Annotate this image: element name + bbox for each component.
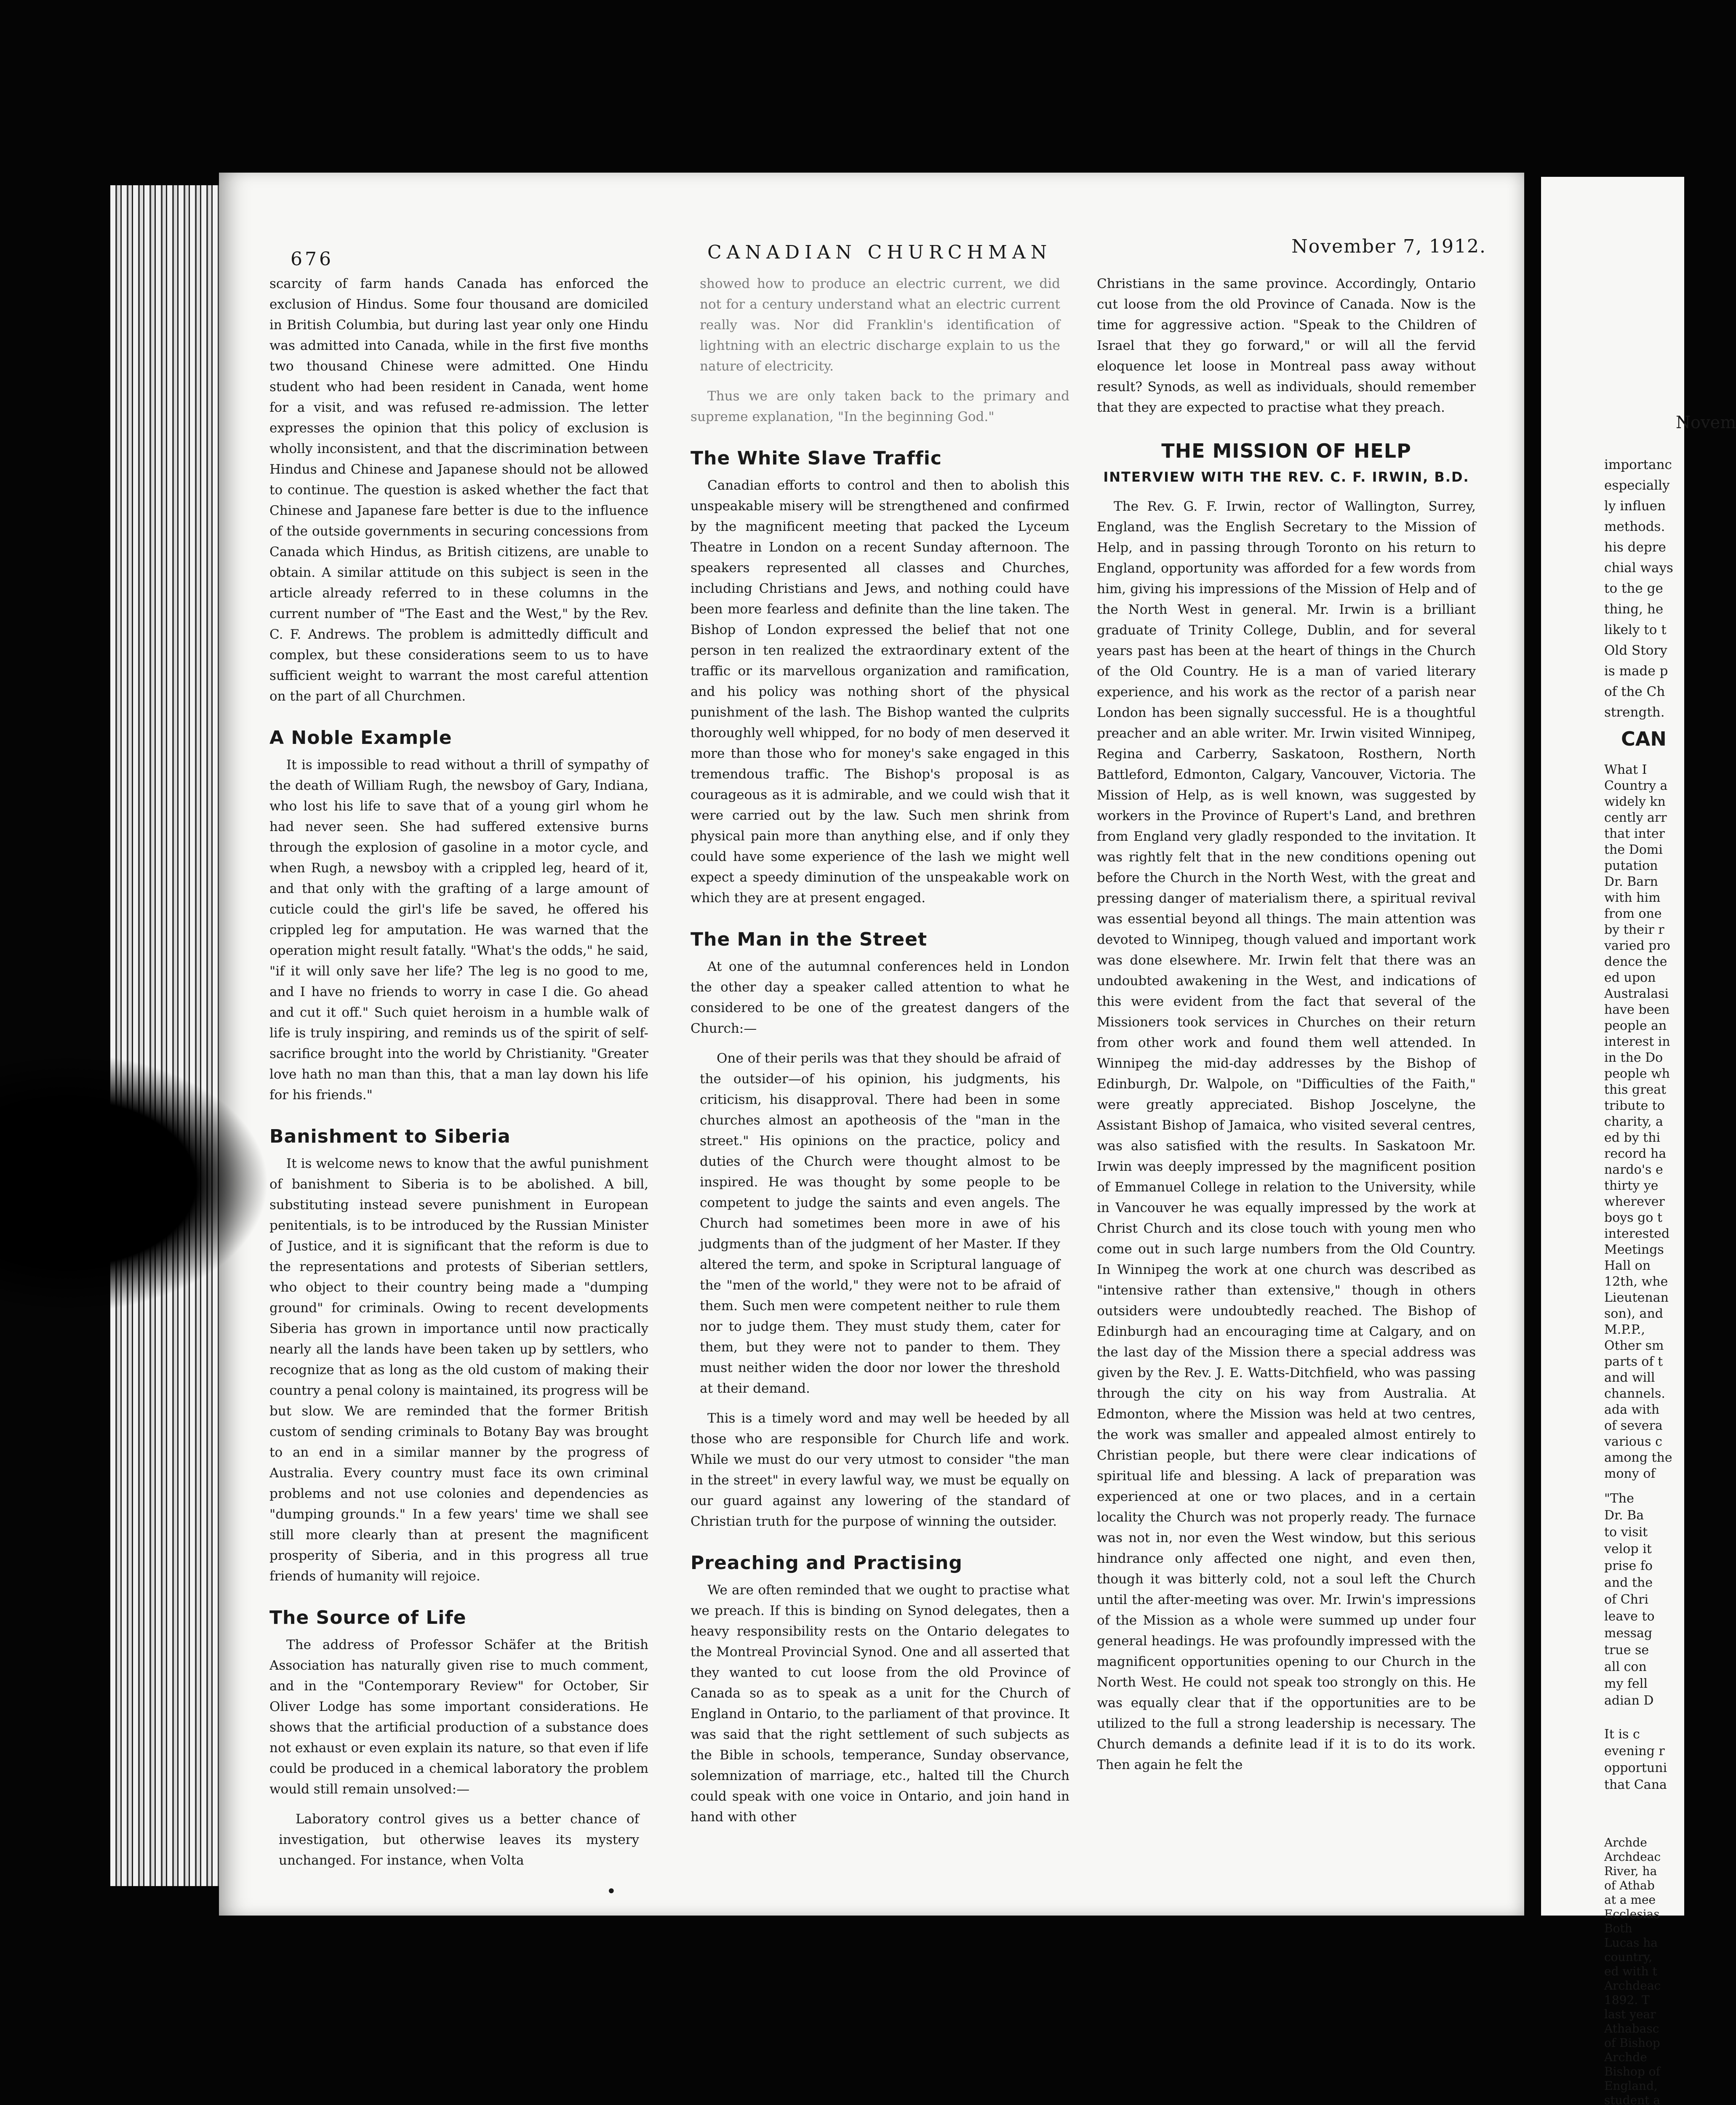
right-page-line: of Athab — [1604, 1879, 1655, 1892]
right-page-line: "The — [1604, 1491, 1634, 1506]
right-page-line: true se — [1604, 1643, 1649, 1657]
column-2 — [691, 274, 1069, 1828]
right-page-text — [1604, 413, 1736, 2105]
right-page-line: and the — [1604, 1575, 1653, 1590]
siberia-paragraph: It is welcome news to know that the awful punishment of banishment to Siberia is to be abolished. A bill, substituting instead severe punishment in European penitentials, is to be introduced by the Russian Minister of Justice, and it is significant that the reform is due to the representations and protests of Siberian settlers, who object to their country being made a "dumping ground" for criminals. Owing to recent developments Siberia has grown in importance until now practically nearly all the lands have been taken up by settlers, who recognize that as long as the old custom of making their country a penal colony is maintained, its progress will be but slow. We are reminded that the former British custom of sending criminals to Botany Bay was brought to an end in a similar manner by the progress of Australia. Every country must face its own criminal problems and not use colonies and dependencies as "dumping grounds." In a few years' time we shall see still more clearly than at present the magnificent prosperity of Siberia, and in this progress all true friends of humanity will rejoice. — [269, 1156, 648, 1584]
issue-date: November 7, 1912. — [1291, 236, 1486, 257]
right-page-line: all con — [1604, 1660, 1647, 1674]
right-page-line: Both — [1604, 1921, 1632, 1935]
right-page-heading: CAN — [1621, 727, 1667, 750]
right-page-header: Novem — [1676, 413, 1736, 432]
right-page-line: Meetings — [1604, 1242, 1664, 1257]
right-page-line: have been — [1604, 1002, 1670, 1017]
right-page-line: country, — [1604, 1950, 1653, 1964]
right-page-line: Ecclesias — [1604, 1907, 1660, 1921]
right-page-line: River, ha — [1604, 1864, 1657, 1878]
heading-preaching-practising: Preaching and Practising — [691, 1552, 963, 1574]
right-page-line: his depre — [1604, 540, 1666, 555]
right-page-line: nardo's e — [1604, 1162, 1663, 1177]
right-page-lines-d — [1604, 1726, 1667, 1793]
preaching-continued: Christians in the same province. Accordingly, Ontario cut loose from the old Province of Canada. Now is the time for aggressive action. "Speak to the Children of Israel that they go forward," or will all the fervid eloquence let loose in Montreal pass away without result? Synods, as well as individuals, should remember that they are expected to practise what they preach. — [1097, 276, 1476, 415]
heading-source-of-life: The Source of Life — [269, 1607, 467, 1628]
right-page-line: England, — [1604, 2079, 1658, 2093]
right-page-line: Old Story — [1604, 643, 1667, 658]
lodge-quote-continued: showed how to produce an electric current, we did not for a century understand what an electric current really was. Nor did Franklin's identification of lightning with an electric discharge explain to us the nature of electricity. — [700, 276, 1060, 374]
right-page-line: widely kn — [1604, 794, 1666, 809]
book-page-edges — [110, 185, 237, 1886]
right-page-line: Hall on — [1604, 1258, 1651, 1273]
man-in-street-paragraph: At one of the autumnal conferences held in London the other day a speaker called attention to what he considered to be one of the greatest dangers of the Church:— — [691, 959, 1069, 1036]
right-page-line: of Bishop — [1604, 2036, 1660, 2050]
right-page-line: Athabasc — [1604, 2022, 1659, 2036]
right-page-line: Dr. Ba — [1604, 1508, 1644, 1523]
man-in-street-quote: One of their perils was that they should be afraid of the outsider—of his opinion, his judgments, his criticism, his disapproval. There had been in some churches almost an apotheosis of the "man in the street." His opinions on the practice, policy and duties of the Church were thought almost to be inspired. He was thought by some people to be competent to judge the saints and even angels. The Church had sometimes been more in awe of his judgments than of the judgment of her Master. If they altered the term, and spoke in Scriptural language of the "men of the world," they were not to be afraid of them. Such men were competent neither to rule them nor to judge them. They must study them, cater for them, but they were not to pander to them. They must neither widen the door nor lower the threshold at their demand. — [700, 1051, 1060, 1396]
right-page-line: the Domi — [1604, 842, 1663, 857]
right-page-lines-e — [1604, 1836, 1661, 2105]
hindu-exclusion-paragraph: scarcity of farm hands Canada has enforced the exclusion of Hindus. Some four thousand are domiciled in British Columbia, but during last year only one Hindu was admitted into Canada, while in the first five months two thousand Chinese were admitted. One Hindu student who had been resident in Canada, went home for a visit, and was refused re-admission. The letter expresses the opinion that this policy of exclusion is wholly inconsistent, and that the discrimination between Hindus and Chinese and Japanese should not be allowed to continue. The question is asked whether the fact that Chinese and Japanese fare better is due to the influence of the outside governments in securing concessions from Canada which Hindus, as British citizens, are unable to obtain. A similar attitude on this subject is seen in the article already referred to in these columns in the current number of "The East and the West," by the Rev. C. F. Andrews. The problem is admittedly difficult and complex, but these considerations seem to us to have sufficient weight to warrant the most careful attention on the part of all Churchmen. — [269, 276, 648, 704]
right-page-line: ada with — [1604, 1402, 1660, 1417]
right-page-line: tribute to — [1604, 1098, 1665, 1113]
right-page-line: M.P.P., — [1604, 1322, 1649, 1337]
right-page-line: methods. — [1604, 519, 1665, 534]
right-page-line: ed by thi — [1604, 1130, 1661, 1145]
right-page-line: interest in — [1604, 1034, 1670, 1049]
right-page-line: 1892. T — [1604, 1993, 1650, 2007]
right-page-lines-a — [1604, 455, 1673, 723]
right-page-line: What I — [1604, 762, 1647, 777]
heading-white-slave-traffic: The White Slave Traffic — [691, 448, 942, 469]
page-number: 676 — [291, 248, 333, 270]
right-page-line: of the Ch — [1604, 684, 1665, 699]
right-page-line: parts of t — [1604, 1354, 1663, 1369]
right-page-line: interested — [1604, 1226, 1670, 1241]
right-page-line: chial ways — [1604, 560, 1673, 576]
right-page-line: and will — [1604, 1370, 1655, 1385]
column-1 — [269, 274, 648, 1871]
right-page-line: wherever — [1604, 1194, 1665, 1209]
footer-mark: • — [606, 1882, 616, 1901]
right-page-line: Archdeac — [1604, 1850, 1661, 1864]
right-page-line: Archde — [1604, 1836, 1647, 1849]
right-page-line: leave to — [1604, 1609, 1655, 1624]
right-page-line: ed upon — [1604, 970, 1656, 985]
right-page-line: channels. — [1604, 1386, 1665, 1401]
right-page-line: last year — [1604, 2007, 1656, 2021]
right-page-line: adian D — [1604, 1693, 1654, 1708]
right-page-line: thing, he — [1604, 602, 1664, 617]
right-page-line: evening r — [1604, 1744, 1665, 1759]
right-page-line: people wh — [1604, 1066, 1670, 1081]
right-page-line: Archdeac — [1604, 1979, 1661, 1993]
right-page-line: Country a — [1604, 778, 1668, 793]
right-page-line: this great — [1604, 1082, 1667, 1097]
right-page-line: strength. — [1604, 705, 1665, 720]
right-page-line: my fell — [1604, 1676, 1648, 1691]
right-page-line: charity, a — [1604, 1114, 1663, 1129]
right-page-line: prise fo — [1604, 1559, 1653, 1573]
right-page-line: importanc — [1604, 457, 1672, 472]
right-page-line: especially — [1604, 478, 1670, 493]
right-page-line: ed with t — [1604, 1964, 1657, 1978]
right-page-line: likely to t — [1604, 622, 1667, 637]
right-page-line: mony of — [1604, 1466, 1656, 1481]
heading-mission-of-help: THE MISSION OF HELP — [1161, 440, 1411, 462]
heading-noble-example: A Noble Example — [269, 727, 452, 749]
right-page-line: velop it — [1604, 1542, 1652, 1556]
right-page-line: from one — [1604, 906, 1662, 921]
heading-man-in-street: The Man in the Street — [691, 929, 927, 950]
right-page-line: by their r — [1604, 922, 1664, 937]
right-page-line: Lucas ha — [1604, 1936, 1658, 1950]
page-header — [269, 236, 1499, 269]
noble-example-paragraph: It is impossible to read without a thrill of sympathy of the death of William Rugh, the newsboy of Gary, Indiana, who lost his life to save that of a young girl whom he had never seen. She had suffered extensive burns through the explosion of gasoline in a motor cycle, and when Rugh, a newsboy with a crippled leg, heard of it, and that only with the grafting of a large amount of cuticle could the girl's life be saved, he offered his crippled leg for amputation. He was warned that the operation might result fatally. "What's the odds," he said, "if it will only save her life? The leg is no good to me, and I have no friends to worry in case I die. Go ahead and cut it off." Such quiet heroism in a humble walk of life is truly inspiring, and reminds us of the spirit of self-sacrifice brought into the world by Christianity. "Greater love hath no man than this, that a man lay down his life for his friends." — [269, 757, 648, 1103]
right-page-line: putation — [1604, 858, 1662, 873]
right-page-line: Archde — [1604, 2050, 1647, 2064]
right-page-line: Dr. Barn — [1604, 874, 1658, 889]
right-page-line: opportuni — [1604, 1761, 1667, 1775]
masthead: CANADIAN CHURCHMAN — [707, 242, 1052, 263]
right-page-line: Australasi — [1604, 986, 1669, 1001]
right-page-line: ly influen — [1604, 498, 1666, 514]
beginning-god-paragraph: Thus we are only taken back to the primary and supreme explanation, "In the beginning God." — [691, 389, 1069, 424]
right-page-fragment — [1541, 177, 1736, 2105]
right-page-line: record ha — [1604, 1146, 1667, 1161]
heading-banishment-siberia: Banishment to Siberia — [269, 1126, 511, 1147]
thumb-shadow — [0, 1052, 269, 1314]
right-page-line: in the Do — [1604, 1050, 1663, 1065]
right-page-line: among the — [1604, 1450, 1672, 1465]
source-of-life-paragraph: The address of Professor Schäfer at the British Association has naturally given rise to much comment, and in the "Contemporary Review" for October, Sir Oliver Lodge has some important considerations. He shows that the artificial production of a substance does not exhaust or even explain its nature, so that even if life could be produced in a chemical laboratory the problem would still remain unsolved:— — [269, 1637, 648, 1797]
right-page-line: It is c — [1604, 1727, 1640, 1742]
right-page-line: to visit — [1604, 1525, 1648, 1540]
right-page-line: dence the — [1604, 954, 1667, 969]
right-page-line: student a — [1604, 2093, 1661, 2105]
right-page-line: at a mee — [1604, 1893, 1656, 1907]
right-page-line: with him — [1604, 890, 1661, 905]
right-page-line: that inter — [1604, 826, 1665, 841]
preaching-paragraph: We are often reminded that we ought to practise what we preach. If this is binding on Synod delegates, then a heavy responsibility rests on the Ontario delegates to the Montreal Provincial Synod. One and all asserted that they wanted to cut loose from the old Province of Canada so as to speak as a unit for the Church of England in Ontario, to the parliament of that province. It was said that the right settlement of such subjects as the Bible in schools, temperance, Sunday observance, solemnization of marriage, etc., halted till the Church could speak with one voice in Ontario, and join hand in hand with other — [691, 1583, 1069, 1825]
right-page-line: 12th, whe — [1604, 1274, 1668, 1289]
man-in-street-comment: This is a timely word and may well be heeded by all those who are responsible for Church life and work. While we must do our very utmost to consider "the man in the street" in every lawful way, we must be equally on our guard against any lowering of the standard of Christian truth for the purpose of winning the outsider. — [691, 1411, 1069, 1529]
right-page-line: messag — [1604, 1626, 1653, 1641]
right-page-line: people an — [1604, 1018, 1667, 1033]
right-page-line: that Cana — [1604, 1777, 1667, 1792]
right-page-line: Other sm — [1604, 1338, 1664, 1353]
interview-subhead: INTERVIEW WITH THE REV. C. F. IRWIN, B.D. — [1103, 469, 1469, 485]
white-slave-paragraph: Canadian efforts to control and then to abolish this unspeakable misery will be strengthened and confirmed by the magnificent meeting that packed the Lyceum Theatre in London on a recent Sunday afternoon. The speakers represented all classes and Churches, including Christians and Jews, and nothing could have been more fearless and definite than the line taken. The Bishop of London expressed the belief that not one person in ten realized the extraordinary extent of the traffic or its marvellous organization and ramification, and his policy was nothing short of the physical punishment of the lash. The Bishop wanted the culprits thoroughly well whipped, for no body of men deserved it more than those who for money's sake engaged in this tremendous traffic. The Bishop's proposal is as courageous as it is admirable, and we could wish that it were carried out by the law. Such men shrink from physical pain more than anything else, and if only they could have some experience of the lash we might well expect a speedy diminution of the unspeakable work on which they are at present engaged. — [691, 478, 1069, 906]
right-page-line: to the ge — [1604, 581, 1663, 596]
right-page-line: is made p — [1604, 663, 1668, 679]
mission-paragraph: The Rev. G. F. Irwin, rector of Wallington, Surrey, England, was the English Secretary to the Mission of Help, and in passing through Toronto on his return to England, opportunity was afforded for a few words from him, giving his impressions of the Mission of Help and of the North West in general. Mr. Irwin is a brilliant graduate of Trinity College, Dublin, and for several years past has been at the heart of things in the Church of the Old Country. He is a man of varied literary experience, and his work as the rector of a parish near London has been signally successful. He is a thoughtful preacher and an able writer. Mr. Irwin visited Winnipeg, Regina and Carberry, Saskatoon, Rosthern, North Battleford, Edmonton, Calgary, Vancouver, Victoria. The Mission of Help, as is well known, was suggested by workers in the Province of Rupert's Land, and brethren from England very gladly responded to the invitation. It was rightly felt that in the new conditions opening out before the Church in the North West, with the great and pressing danger of materialism there, a spiritual revival was essential beyond all things. The main attention was devoted to Winnipeg, though valued and important work was done elsewhere. Mr. Irwin felt that there was an undoubted awakening in the West, and indications of this were evident from the fact that several of the Missioners took services in Churches on their return from other work and found them well attended. In Winnipeg the mid-day addresses by the Bishop of Edinburgh, Dr. Walpole, on "Difficulties of the Faith," were greatly appreciated. Bishop Joscelyne, the Assistant Bishop of Jamaica, who visited several centres, was also satisfied with the results. In Saskatoon Mr. Irwin was deeply impressed by the magnificent position of Emmanuel College in relation to the University, while in Vancouver he was equally impressed by the work at Christ Church and its close touch with young men who come out in such large numbers from the Old Country. In Winnipeg the work at one church was described as "intensive rather than extensive," though in others outsiders were undoubtedly reached. The Bishop of Edinburgh had an encouraging time at Calgary, and on the last day of the Mission there a special address was given by the Rev. J. E. Watts-Ditchfield, who was passing through the city on his way from Australia. At Edmonton, where the Mission was held at two centres, the work was smaller and appealed almost entirely to Christian people, but there were clear indications of spiritual life and blessing. A lack of preparation was experienced at one or two places, and in a certain locality the Church was not properly ready. The furnace was not in, nor even the West window, but this serious hindrance only affected one night, and even then, though it was bitterly cold, not a soul left the Church until the after-meeting was over. Mr. Irwin's impressions of the Mission as a whole were summed up under four general headings. He was profoundly impressed with the magnificent opportunities opening to our Church in the North West. He could not speak too strongly on this. He was equally clear that if the opportunities are to be utilized to the full a strong leadership is necessary. The Church demands a definite lead if it is to do its work. Then again he felt the — [1097, 499, 1476, 1772]
column-3 — [1097, 274, 1476, 1775]
right-page-line: thirty ye — [1604, 1178, 1659, 1193]
right-page-line: cently arr — [1604, 810, 1667, 825]
right-page-lines-c — [1604, 1490, 1655, 1709]
right-page-line: of Chri — [1604, 1592, 1648, 1607]
lodge-quote: Laboratory control gives us a better chance of investigation, but otherwise leaves its mystery unchanged. For instance, when Volta — [279, 1812, 639, 1868]
right-page-line: of severa — [1604, 1418, 1663, 1433]
right-page-line: varied pro — [1604, 938, 1670, 953]
right-page-line: various c — [1604, 1434, 1662, 1449]
right-page-line: Lieutenan — [1604, 1290, 1669, 1305]
right-page-lines-b — [1604, 762, 1672, 1482]
right-page-line: son), and — [1604, 1306, 1663, 1321]
right-page-line: boys go t — [1604, 1210, 1663, 1225]
right-page-line: Bishop of — [1604, 2065, 1660, 2078]
